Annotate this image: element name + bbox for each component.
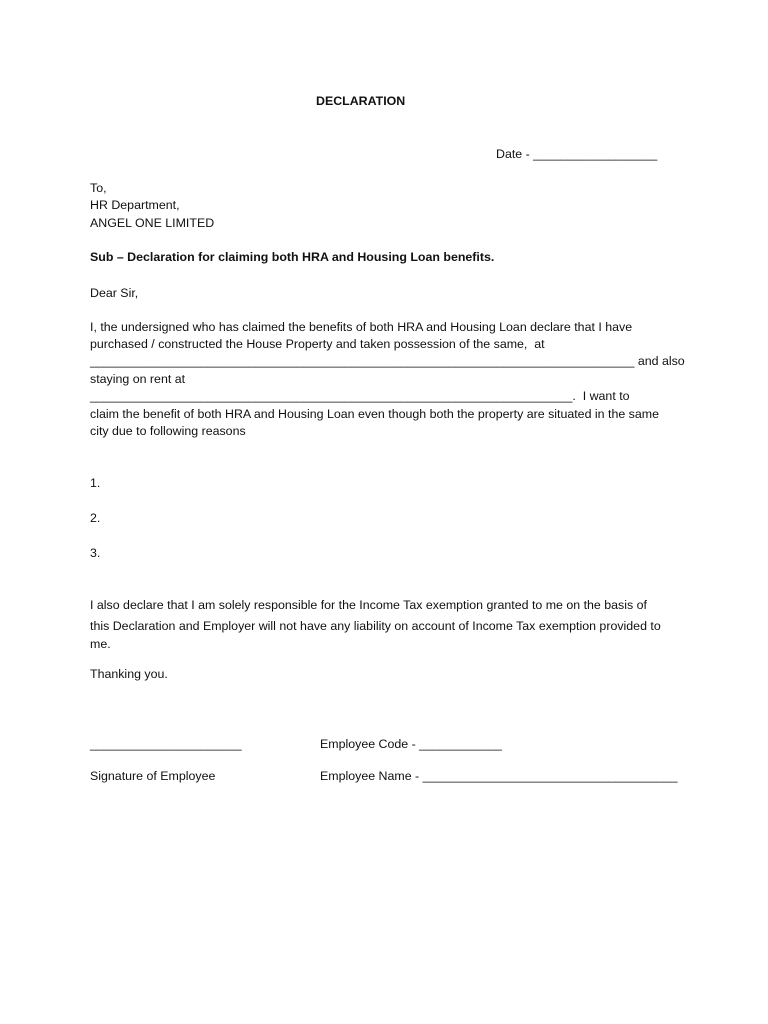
signature-label: Signature of Employee	[90, 769, 216, 783]
body-line: I, the undersigned who has claimed the benefits of both HRA and Housing Loan declare that I have	[90, 320, 633, 334]
subject-line: Sub – Declaration for claiming both HRA and Housing Loan benefits.	[90, 250, 495, 264]
declaration-line: I also declare that I am solely responsible for the Income Tax exemption granted to me on the basis of	[90, 598, 647, 612]
body-line: city due to following reasons	[90, 424, 246, 438]
salutation: Dear Sir,	[90, 286, 139, 300]
address-department: HR Department,	[90, 198, 180, 212]
reason-item: 3.	[90, 546, 101, 560]
reason-item: 1.	[90, 476, 101, 490]
body-line: purchased / constructed the House Property and taken possession of the same, at	[90, 337, 545, 351]
reason-item: 2.	[90, 511, 101, 525]
body-line: ______________________________________________________________________. I want to	[90, 389, 630, 403]
body-line: _______________________________________________________________________________ and also	[90, 354, 685, 368]
declaration-line: this Declaration and Employer will not have any liability on account of Income Tax exemption provided to	[90, 619, 661, 633]
employee-code-field: Employee Code - ____________	[320, 737, 502, 751]
employee-name-field: Employee Name - _____________________________________	[320, 769, 678, 783]
address-company: ANGEL ONE LIMITED	[90, 216, 215, 230]
declaration-line: me.	[90, 637, 111, 651]
date-field: Date - __________________	[496, 147, 658, 161]
body-line: claim the benefit of both HRA and Housing Loan even though both the property are situated in the same	[90, 407, 659, 421]
closing: Thanking you.	[90, 667, 168, 681]
signature-line: ______________________	[90, 737, 242, 751]
body-line: staying on rent at	[90, 372, 186, 386]
address-to: To,	[90, 181, 107, 195]
document-title: DECLARATION	[316, 94, 406, 108]
